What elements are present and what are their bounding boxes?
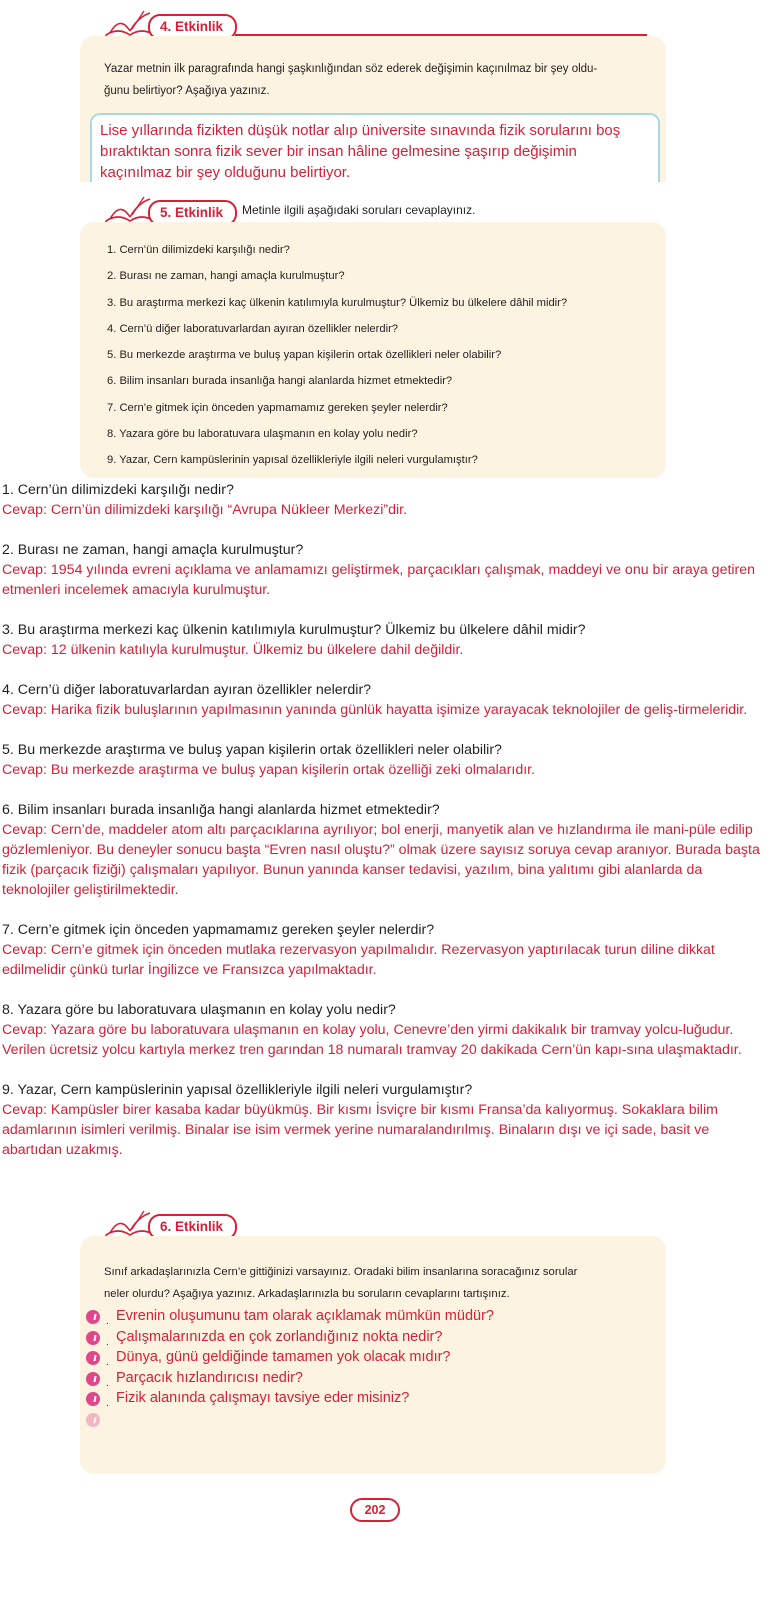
answer-block-9 (2, 1080, 772, 1160)
question-text: 1. Cern’ün dilimizdeki karşılığı nedir? (2, 482, 234, 498)
list-item: 6. Bilim insanları burada insanlığa hangi alanlarda hizmet etmektedir? (107, 375, 453, 388)
list-item-empty (86, 1409, 646, 1430)
answer-section (2, 480, 772, 1180)
answer-text: Cevap: Yazara göre bu laboratuvara ulaşmanın en kolay yolu, Cenevre’den yirmi dakikalık bir tramvay yolcu-luğudur. Verilen ücretsiz yolcu kartıyla merkez tren garından 18 numaralı tramvay 20 dakikada Cern’ün kapı-sına ulaşmaktadır. (2, 1022, 742, 1058)
bullet-dot: . (106, 1336, 109, 1348)
answer-text: Cevap: 1954 yılında evreni açıklama ve anlamamızı geliştirmek, parçacıkları çalışmak, maddeyi ve onu bir araya getiren etmenleri incelemek amacıyla kurulmuştur. (2, 562, 756, 598)
activity-6-prompt-line-2: neler olurdu? Aşağıya yazınız. Arkadaşlarınızla bu soruların cevaplarını tartışınız. (104, 1288, 510, 1300)
list-item (86, 1327, 646, 1348)
answer-block-2 (2, 540, 772, 600)
question-text: 3. Bu araştırma merkezi kaç ülkenin katılımıyla kurulmuştur? Ülkemiz bu ülkelere dâhil midir? (2, 622, 586, 638)
question-text: 2. Burası ne zaman, hangi amaçla kurulmuştur? (2, 542, 304, 558)
activity-4-answer: Lise yıllarında fizikten düşük notlar alıp üniversite sınavında fizik sorularını boş bıraktıktan sonra fizik sever bir insan hâline gelmesine şaşırıp değişimin kaçınılmaz bir şey olduğunu belirtiyor. (100, 122, 621, 181)
list-item (86, 1306, 646, 1327)
question-text: 9. Yazar, Cern kampüslerinin yapısal özellikleriyle ilgili neleri vurgulamıştır? (2, 1082, 473, 1098)
list-item: 4. Cern’ü diğer laboratuvarlardan ayıran özellikler nelerdir? (107, 322, 399, 335)
question-text: 6. Bilim insanları burada insanlığa hangi alanlarda hizmet etmektedir? (2, 802, 440, 818)
checkmark-bullet-icon (86, 1331, 100, 1345)
activity-4-prompt-line-1: Yazar metnin ilk paragrafında hangi şaşkınlığından söz ederek değişimin kaçınılmaz bir şey oldu- (104, 63, 598, 75)
question-text: Dünya, günü geldiğinde tamamen yok olacak mıdır? (116, 1349, 451, 1365)
question-text: Parçacık hızlandırıcısı nedir? (116, 1369, 303, 1386)
checkmark-bullet-icon (86, 1413, 100, 1427)
list-item (86, 1347, 646, 1368)
answer-block-3 (2, 620, 772, 660)
activity-4-prompt-line-2: ğunu belirtiyor? Aşağıya yazınız. (104, 85, 270, 97)
answer-block-1 (2, 480, 772, 520)
bullet-dot: . (106, 1316, 109, 1327)
list-item: 2. Burası ne zaman, hangi amaçla kurulmuştur? (107, 270, 345, 283)
checkmark-bullet-icon (86, 1372, 100, 1386)
question-text: 8. Yazara göre bu laboratuvara ulaşmanın en kolay yolu nedir? (2, 1002, 396, 1018)
activity-5-instruction: Metinle ilgili aşağıdaki soruları cevaplayınız. (242, 203, 476, 217)
question-text: Çalışmalarınızda en çok zorlandığınız nokta nedir? (116, 1328, 443, 1345)
answer-text: Cevap: Cern’e gitmek için önceden mutlaka rezervasyon yapılmalıdır. Rezervasyon yaptırılacak turun diline dikkat edilmelidir çünkü turlar İngilizce ve Fransızca yapılmaktadır. (2, 942, 715, 978)
list-item: 1. Cern’ün dilimizdeki karşılığı nedir? (107, 244, 290, 256)
bullet-dot: . (106, 1377, 109, 1389)
question-text: Fizik alanında çalışmayı tavsiye eder misiniz? (116, 1390, 410, 1406)
activity-6-prompt (104, 1261, 664, 1305)
answer-text: Cevap: Cern’ün dilimizdeki karşılığı “Avrupa Nükleer Merkezi”dir. (2, 502, 408, 518)
list-item (86, 1388, 646, 1409)
activity-4-prompt (104, 58, 660, 102)
question-text: 7. Cern’e gitmek için önceden yapmamamız gereken şeyler nelerdir? (2, 922, 435, 938)
list-item: 5. Bu merkezde araştırma ve buluş yapan kişilerin ortak özellikleri neler olabilir? (107, 349, 502, 362)
list-item: 9. Yazar, Cern kampüslerinin yapısal özellikleriyle ilgili neleri vurgulamıştır? (107, 454, 478, 467)
answer-text: Cevap: Kampüsler birer kasaba kadar büyükmüş. Bir kısmı İsviçre bir kısmı Fransa’da kalıyormuş. Sokaklara bilim adamlarının isimleri verilmiş. Binalar ise isim vermek yerine numaralandırılmış. Binaların dışı ve içi sade, basit ve abartıdan uzakmış. (2, 1102, 718, 1158)
activity-5-badge: 5. Etkinlik (148, 200, 237, 226)
answer-text: Cevap: Bu merkezde araştırma ve buluş yapan kişilerin ortak özelliği zeki olmalarıdır. (2, 762, 536, 778)
answer-block-6 (2, 800, 772, 900)
bullet-dot: . (106, 1398, 109, 1409)
question-text: 5. Bu merkezde araştırma ve buluş yapan kişilerin ortak özellikleri neler olabilir? (2, 742, 502, 758)
question-text: 4. Cern’ü diğer laboratuvarlardan ayıran özellikler nelerdir? (2, 682, 372, 698)
activity-6-badge: 6. Etkinlik (148, 1214, 237, 1240)
question-text: Evrenin oluşumunu tam olarak açıklamak mümkün müdür? (116, 1308, 494, 1324)
answer-text: Cevap: Harika fizik buluşlarının yapılmasının yanında günlük hayatta işimize yarayacak teknolojiler de geliş-tirmeleridir. (2, 702, 748, 718)
activity-6-question-list (86, 1306, 646, 1429)
checkmark-bullet-icon (86, 1310, 100, 1324)
activity-5-question-list (107, 237, 667, 474)
answer-text: Cevap: Cern’de, maddeler atom altı parçacıklarına ayrılıyor; bol enerji, manyetik alan ve hızlandırma ile mani-püle edilip gözlemleniyor. Bu deneyler sonucu başta “Evren nasıl oluştu?” olmak üzere sayısız soruya cevap aranıyor. Burada başta fizik (parçacık fiziği) çalışmaları yapılıyor. Bunun yanında kanser tedavisi, yazılım, bina yalıtımı gibi alanlarda da teknolojiler geliştirilmektedir. (2, 822, 760, 898)
checkmark-bullet-icon (86, 1392, 100, 1406)
answer-block-8 (2, 1000, 772, 1060)
answer-block-7 (2, 920, 772, 980)
activity-6-prompt-line-1: Sınıf arkadaşlarınızla Cern’e gittiğinizi varsayınız. Oradaki bilim insanlarına soracağınız sorular (104, 1266, 578, 1278)
answer-text: Cevap: 12 ülkenin katılıyla kurulmuştur. Ülkemiz bu ülkelere dahil değildir. (2, 642, 464, 658)
list-item: 8. Yazara göre bu laboratuvara ulaşmanın en kolay yolu nedir? (107, 428, 418, 441)
bullet-dot: . (106, 1357, 109, 1368)
activity-4-badge: 4. Etkinlik (148, 14, 237, 40)
answer-block-5 (2, 740, 772, 780)
answer-block-4 (2, 680, 772, 720)
list-item: 7. Cern’e gitmek için önceden yapmamamız gereken şeyler nelerdir? (107, 401, 448, 414)
page-number: 202 (350, 1498, 400, 1522)
checkmark-bullet-icon (86, 1351, 100, 1365)
list-item (86, 1368, 646, 1389)
list-item: 3. Bu araştırma merkezi kaç ülkenin katılımıyla kurulmuştur? Ülkemiz bu ülkelere dâhil midir? (107, 296, 568, 309)
